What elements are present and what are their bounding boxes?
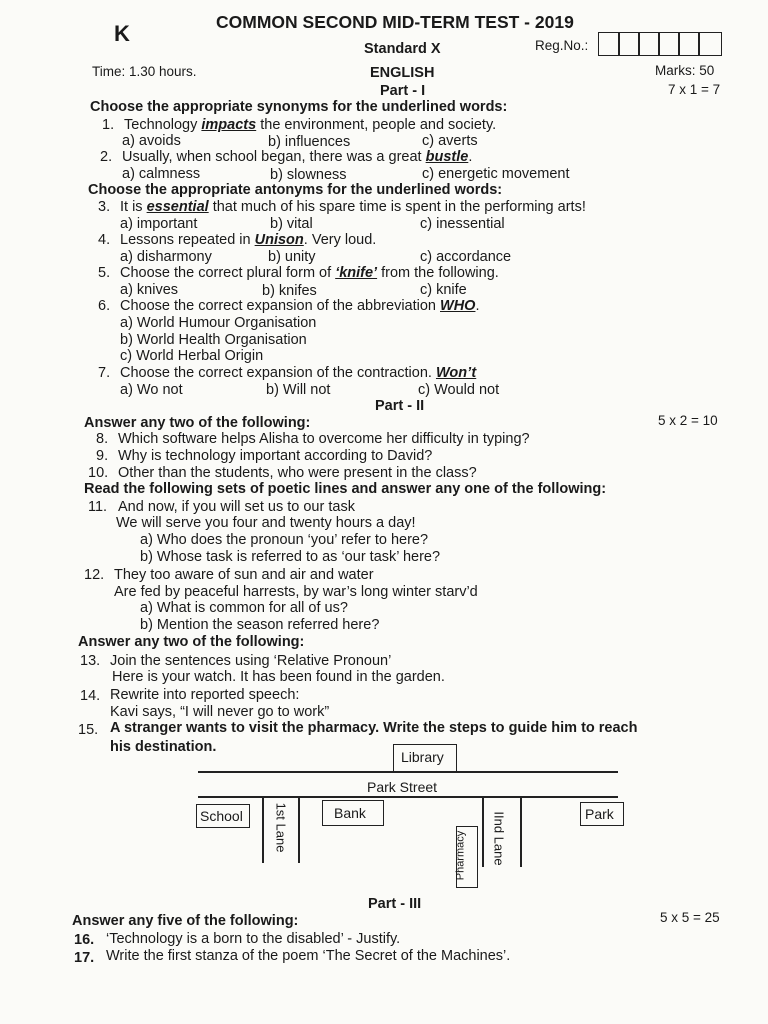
- time-label: Time: 1.30 hours.: [92, 64, 197, 79]
- question-17-num: 17.: [74, 950, 95, 966]
- part-2-score: 5 x 2 = 10: [658, 413, 718, 428]
- park-street-line: [198, 771, 618, 773]
- question-8-num: 8.: [96, 431, 109, 447]
- reg-no-label: Reg.No.:: [535, 38, 589, 53]
- question-16: ‘Technology is a born to the disabled’ - Justify.: [106, 931, 401, 947]
- part-2-instruction-1: Answer any two of the following:: [84, 415, 311, 431]
- first-lane-label: 1st Lane: [273, 802, 289, 853]
- school-label: School: [200, 808, 243, 824]
- question-16-num: 16.: [74, 932, 95, 948]
- part-3-score: 5 x 5 = 25: [660, 910, 720, 925]
- part-3-instruction: Answer any five of the following:: [72, 913, 299, 929]
- part-3-heading: Part - III: [368, 896, 422, 912]
- second-lane-label: IInd Lane: [491, 811, 507, 866]
- second-lane-left: [482, 797, 484, 867]
- first-lane-left: [262, 797, 264, 863]
- part-1-score: 7 x 1 = 7: [668, 82, 721, 97]
- antonyms-instruction: Choose the appropriate antonyms for the underlined words:: [88, 182, 503, 198]
- first-lane-right: [298, 797, 300, 863]
- bank-label: Bank: [334, 805, 366, 821]
- part-2-heading: Part - II: [375, 398, 425, 414]
- exam-title: COMMON SECOND MID-TERM TEST - 2019: [216, 12, 574, 32]
- library-label: Library: [401, 749, 444, 765]
- subject-label: ENGLISH: [370, 65, 435, 81]
- park-street-lower-line: [198, 796, 618, 798]
- question-17: Write the first stanza of the poem ‘The Secret of the Machines’.: [106, 948, 511, 964]
- question-10: Other than the students, who were present in the class?: [118, 465, 477, 481]
- pharmacy-label: Pharmacy: [454, 830, 467, 881]
- part-2-instruction-3: Answer any two of the following:: [78, 634, 305, 650]
- marks-label: Marks: 50: [655, 63, 715, 78]
- second-lane-right: [520, 797, 522, 867]
- question-9: Why is technology important according to David?: [118, 448, 433, 464]
- part-1-heading: Part - I: [380, 83, 426, 99]
- synonyms-instruction: Choose the appropriate synonyms for the underlined words:: [90, 99, 508, 115]
- park-street-label: Park Street: [367, 779, 438, 795]
- question-9-num: 9.: [96, 448, 109, 464]
- part-2-instruction-2: Read the following sets of poetic lines and answer any one of the following:: [84, 481, 607, 497]
- park-label: Park: [585, 806, 614, 822]
- set-letter: K: [114, 21, 130, 46]
- standard-label: Standard X: [364, 41, 441, 57]
- question-8: Which software helps Alisha to overcome her difficulty in typing?: [118, 431, 530, 447]
- question-10-num: 10.: [88, 465, 109, 481]
